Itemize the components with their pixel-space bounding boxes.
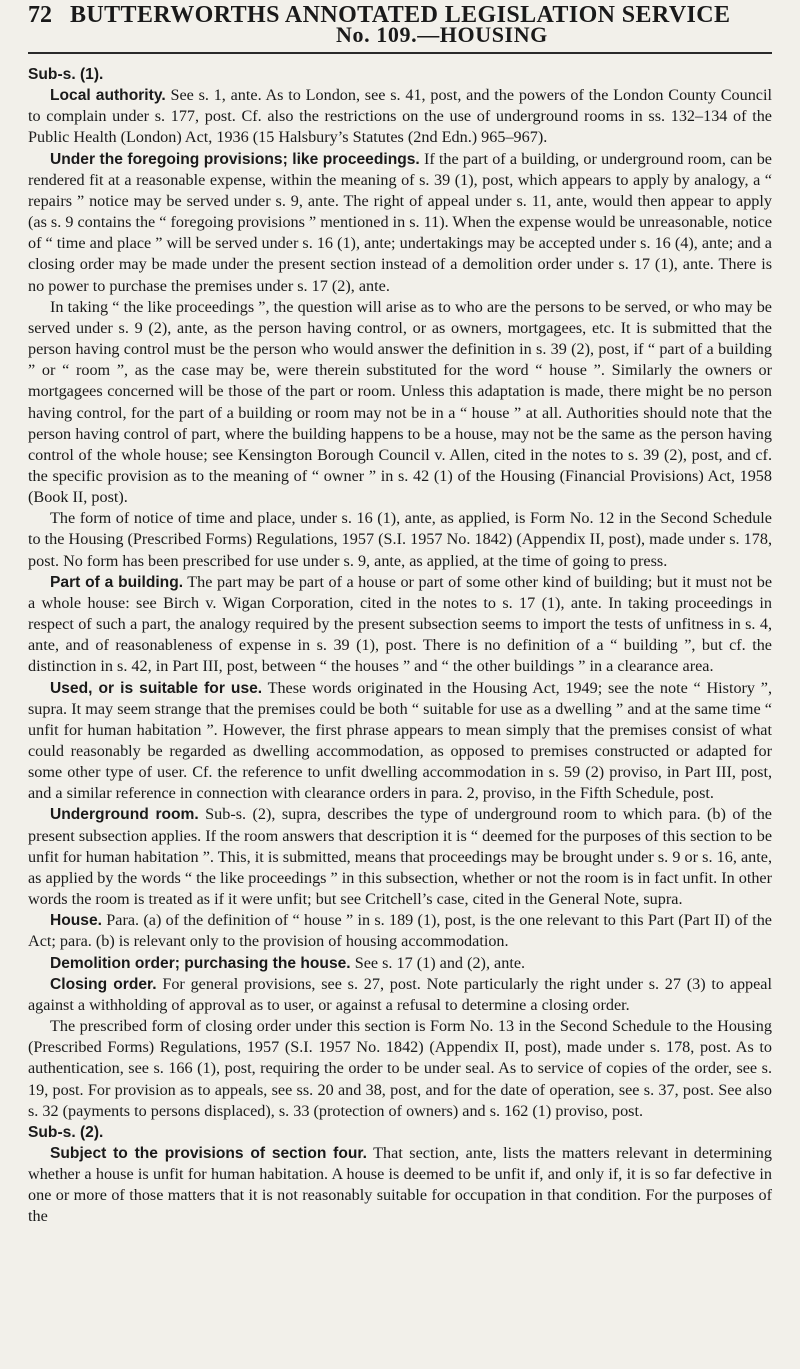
paragraph-text: If the part of a building, or underground room, can be rendered fit at a reasonable expense, within the meaning of s. 39 (1), post, which appears to apply by analogy, a “ repairs ” notice may be served under s. 9, ante. The right of appeal under s. 11, ante, would then appear to apply (as s. 9 contains the “ foregoing provisions ” mentioned in s. 11). When the expense would be unreasonable, notice of “ time and place ” will be served under s. 16 (1), ante; undertakings may be accepted under s. 16 (4), ante; and a closing order may be made under the present section instead of a demolition order under s. 17 (1), ante. There is no power to purchase the premises under s. 17 (2), ante. xyxy=(28,149,772,295)
paragraph-text: Para. (a) of the definition of “ house ” in s. 189 (1), post, is the one relevant to this Part (Part II) of the Act; para. (b) is relevant only to the provision of housing accommodation. xyxy=(28,911,772,951)
paragraph-heading: Closing order. xyxy=(50,975,157,993)
paragraph-heading: House. xyxy=(50,912,102,930)
paragraph-text: For general provisions, see s. 27, post. Note particularly the right under s. 27 (3) to appeal against a withholding of approval as to user, or against a refusal to determine a closing order. xyxy=(28,974,772,1014)
paragraph xyxy=(28,953,772,974)
paragraph-heading: Local authority. xyxy=(50,87,166,105)
paragraph-heading: Under the foregoing provisions; like proceedings. xyxy=(50,150,420,168)
paragraph-text: In taking “ the like proceedings ”, the question will arise as to who are the persons to be served, or who may be served under s. 9 (2), ante, as the person having control, or as owners, mortgagees, etc. It is submitted that the person having control must be the person who would answer the definition in s. 39 (2), post, if “ part of a building ” or “ room ”, as the case may be, were therein substituted for the word “ house ”. Similarly the owners or mortgagees concerned will be those of the part or room. Unless this adaptation is made, there might be no person having control, for the part of a building or room may not be in a “ house ” at all. Authorities should note that the person having control of part, where the building happens to be a house, may not be the same as the person having control of the whole house; see Kensington Borough Council v. Allen, cited in the notes to s. 39 (2), post, and cf. the specific provision as to the meaning of “ owner ” in s. 42 (1) of the Housing (Financial Provisions) Act, 1958 (Book II, post). xyxy=(28,297,772,507)
paragraph xyxy=(28,1143,772,1228)
annotation-body xyxy=(28,64,772,1228)
paragraph-text: The form of notice of time and place, under s. 16 (1), ante, as applied, is Form No. 12 in the Second Schedule to the Housing (Prescribed Forms) Regulations, 1957 (S.I. 1957 No. 1842) (Appendix II, post), made under s. 178, post. No form has been prescribed for use under s. 9, ante, as applied, at the time of going to press. xyxy=(28,509,772,570)
paragraph xyxy=(28,804,772,910)
paragraph-text: See s. 1, ante. As to London, see s. 41, post, and the powers of the London County Council to complain under s. 177, post. Cf. also the restrictions on the use of underground rooms in ss. 132–134 of the Public Health (London) Act, 1936 (15 Halsbury’s Statutes (2nd Edn.) 965–967). xyxy=(28,86,772,147)
paragraph-text: See s. 17 (1) and (2), ante. xyxy=(350,953,526,972)
paragraph xyxy=(28,678,772,805)
running-head xyxy=(28,0,772,47)
subsection-heading: Sub-s. (1). xyxy=(28,66,104,83)
subsection-heading: Sub-s. (2). xyxy=(28,1123,104,1141)
paragraph-text: The part may be part of a house or part of some other kind of building; but it must not be a whole house: see Birch v. Wigan Corporation, cited in the notes to s. 17 (1), ante. In taking proceedings in respect of such a part, the analogy required by the present subsection seems to import the tests of unfitness in s. 4, ante, and of reasonableness of expense in s. 39 (1), post. There is no definition of a “ building ”, but cf. the distinction in s. 42, in Part III, post, between “ the houses ” and “ the other buildings ” in a clearance area. xyxy=(28,572,772,676)
series-title: BUTTERWORTHS ANNOTATED LEGISLATION SERVICE xyxy=(70,2,731,28)
page-number: 72 xyxy=(28,2,52,28)
paragraph xyxy=(28,1016,772,1122)
paragraph-text: The prescribed form of closing order under this section is Form No. 13 in the Second Schedule to the Housing (Prescribed Forms) Regulations, 1957 (S.I. 1957 No. 1842) (Appendix II, post), made under s. 178, post. As to authentication, see s. 166 (1), post, requiring the order to be under seal. As to service of copies of the order, see s. 19, post. For provision as to appeals, see ss. 20 and 38, post, and for the date of operation, see s. 37, post. See also s. 32 (payments to persons displaced), s. 33 (protection of owners) and s. 162 (1) proviso, post. xyxy=(28,1017,772,1120)
header-rule xyxy=(28,52,772,54)
paragraph-text: That section, ante, lists the matters relevant in determining whether a house is unfit for human habitation. A house is deemed to be unfit if, and only if, it is so far defective in one or more of those matters that it is not reasonably suitable for occupation in that condition. For the purposes of the xyxy=(28,1143,772,1226)
paragraph xyxy=(28,149,772,297)
paragraph xyxy=(28,85,772,148)
paragraph xyxy=(28,297,772,509)
paragraph-text: Sub-s. (2), supra, describes the type of underground room to which para. (b) of the present subsection applies. If the room answers that description it is “ deemed for the purposes of this section to be unfit for human habitation ”. This, it is submitted, means that proceedings may be brought under s. 9 or s. 16, ante, as applied by the words “ the like proceedings ” in this subsection, whether or not the room is in fact unfit. In other words the room is treated as if it were unfit; but see Critchell’s case, cited in the General Note, supra. xyxy=(28,805,772,909)
paragraph-heading: Underground room. xyxy=(50,806,199,824)
paragraph xyxy=(28,974,772,1016)
paragraph xyxy=(28,572,772,678)
paragraph-heading: Subject to the provisions of section four. xyxy=(50,1144,367,1162)
chapter-title: No. 109.—HOUSING xyxy=(336,22,548,47)
paragraph-heading: Part of a building. xyxy=(50,573,184,591)
paragraph xyxy=(28,910,772,952)
paragraph-heading: Demolition order; purchasing the house. xyxy=(50,954,351,972)
paragraph-heading: Used, or is suitable for use. xyxy=(50,679,263,697)
paragraph-text: These words originated in the Housing Act, 1949; see the note “ History ”, supra. It may seem strange that the premises could be both “ suitable for use as a dwelling ” and at the same time “ unfit for human habitation ”. However, the first phrase appears to mean simply that the premises consist of what could reasonably be regarded as dwelling accommodation, as opposed to premises constructed or adapted for some other type of user. Cf. the reference to unfit dwelling accommodation in s. 59 (2) proviso, in Part III, post, and a similar reference in connection with clearance orders in para. 2, proviso, in the Fifth Schedule, post. xyxy=(28,678,772,803)
paragraph xyxy=(28,508,772,571)
